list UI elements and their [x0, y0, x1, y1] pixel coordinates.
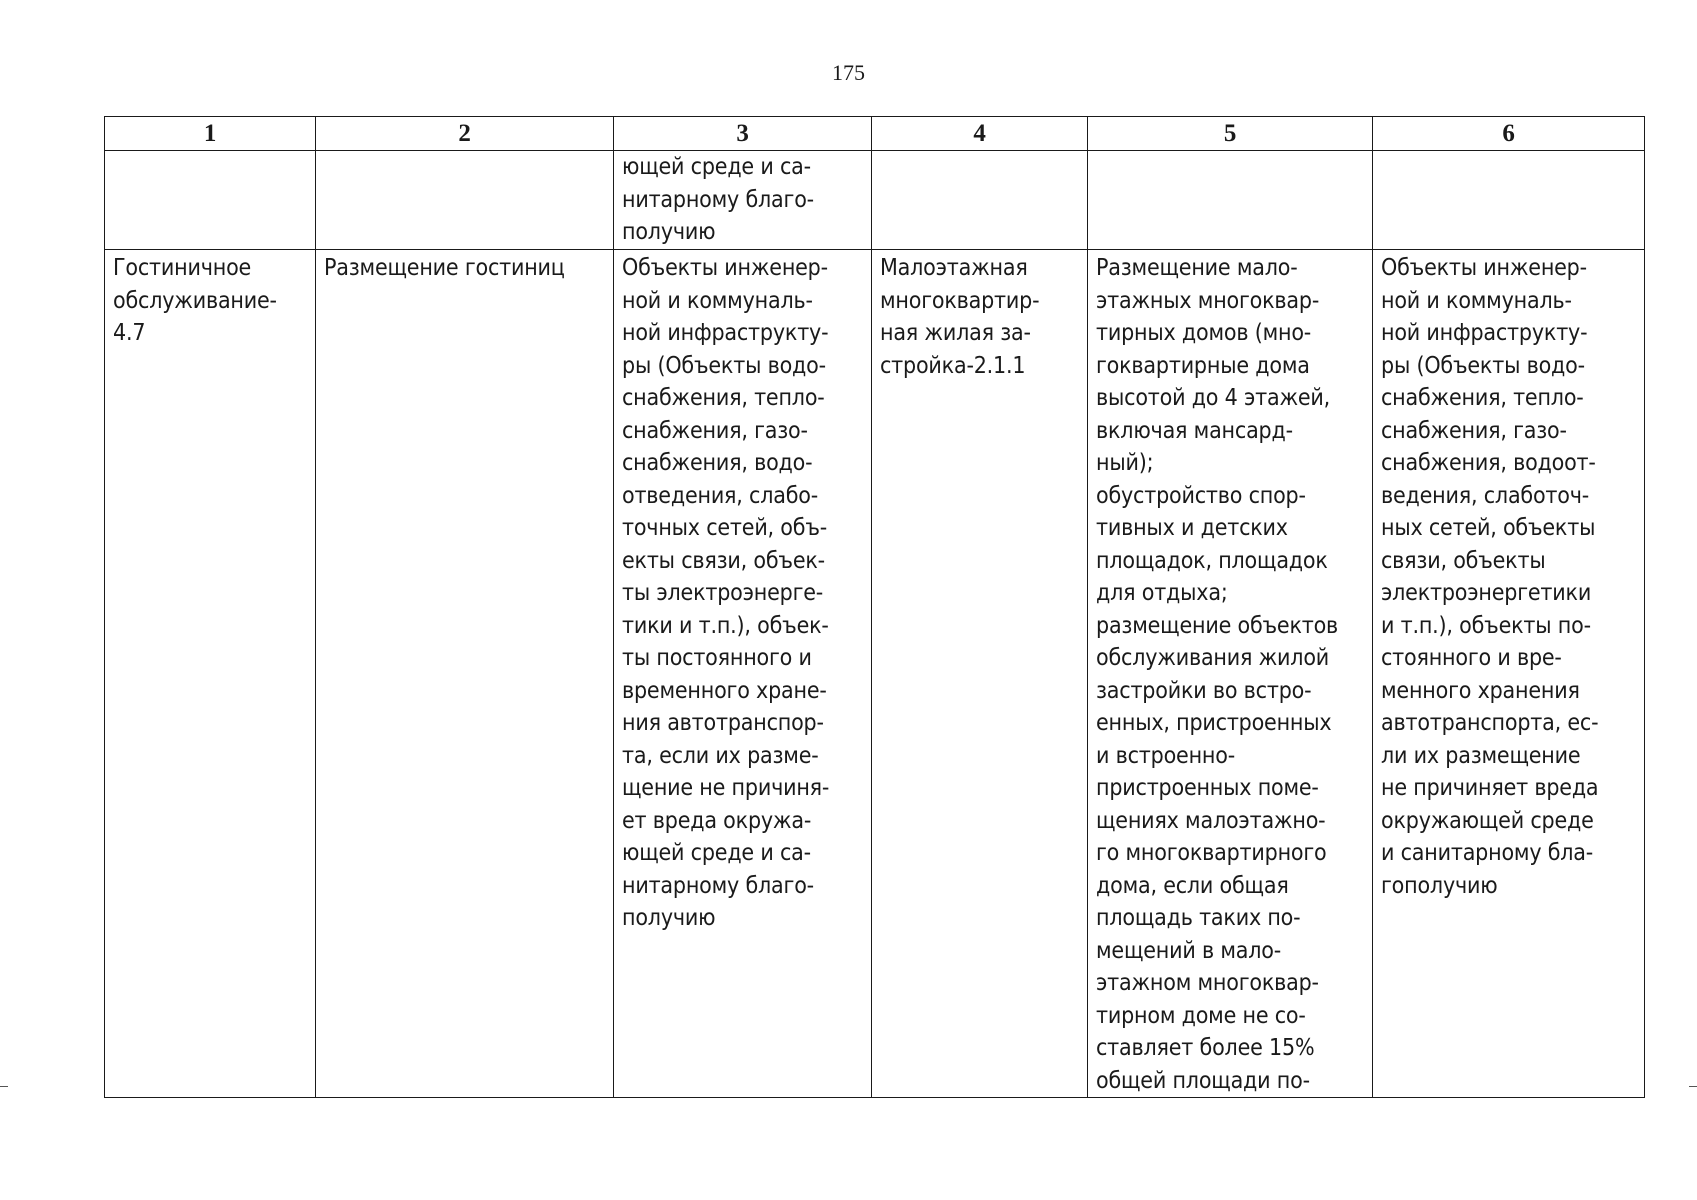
table-cell [1373, 250, 1645, 1098]
table-cell [105, 250, 316, 1098]
land-use-type: Гостиничное обслуживание- 4.7 [113, 255, 277, 346]
conditional-use-description: Размещение мало- этажных многоквар- тирных домов (мно- гоквартирные дома высотой до 4 этажей, включая мансард- ный); обустройство спор- тивных и детских площадок, площадок для отдыха; размещение объектов обслуживания жилой застройки во встро- енных, пристроенных и встроенно- пристроенных поме- щениях малоэтажно- го многоквартирного дома, если общая площадь таких по- мещений в мало- этажном многоквар- тирном доме не со- ставляет более 15% общей площади по- [1096, 255, 1339, 1094]
header-row [105, 117, 1645, 151]
table-cell [872, 151, 1088, 250]
table-cell [614, 250, 872, 1098]
table-cell [614, 151, 872, 250]
conditional-use-type: Малоэтажная многоквартир- ная жилая за- стройка-2.1.1 [880, 255, 1040, 379]
auxiliary-uses: Объекты инженер- ной и коммуналь- ной инфраструкту- ры (Объекты водо- снабжения, тепло- снабжения, газо- снабжения, водо- отведения, слабо- точных сетей, объ- екты связи, объек- ты электроэнерге- тики и т.п.), объек- ты постоянного и временного хране- ния автотранспор- та, если их разме- щение не причиня- ет вреда окружа- ющей среде и са- нитарному благо- получию [622, 255, 830, 931]
margin-tick-right [1689, 1086, 1697, 1087]
table-row-hotel-services [105, 250, 1645, 1098]
column-header-4: 4 [872, 117, 1088, 151]
page-number: 175 [832, 60, 865, 85]
column-header-6: 6 [1373, 117, 1645, 151]
table-cell [1373, 151, 1645, 250]
column-header-1: 1 [105, 117, 316, 151]
table-cell [1088, 151, 1373, 250]
table-cell [1088, 250, 1373, 1098]
column-header-3: 3 [614, 117, 872, 151]
table-cell [872, 250, 1088, 1098]
table-cell [105, 151, 316, 250]
cell-text: ющей среде и са- нитарному благо- получию [622, 154, 814, 245]
margin-tick-left [0, 1086, 8, 1087]
table-row-continuation [105, 151, 1645, 250]
table-cell [316, 151, 614, 250]
table-cell [316, 250, 614, 1098]
conditional-auxiliary-uses: Объекты инженер- ной и коммуналь- ной инфраструкту- ры (Объекты водо- снабжения, тепло- снабжения, газо- снабжения, водоот- ведения, слаботоч- ных сетей, объекты связи, объекты электроэнергетики и т.п.), объекты по- стоянного и вре- менного хранения автотранспорта, ес- ли их размещение не причиняет вреда окружающей среде и санитарному бла- гополучию [1381, 255, 1599, 899]
column-header-5: 5 [1088, 117, 1373, 151]
land-use-description: Размещение гостиниц [324, 255, 565, 281]
column-header-2: 2 [316, 117, 614, 151]
regulations-table [104, 116, 1645, 1098]
